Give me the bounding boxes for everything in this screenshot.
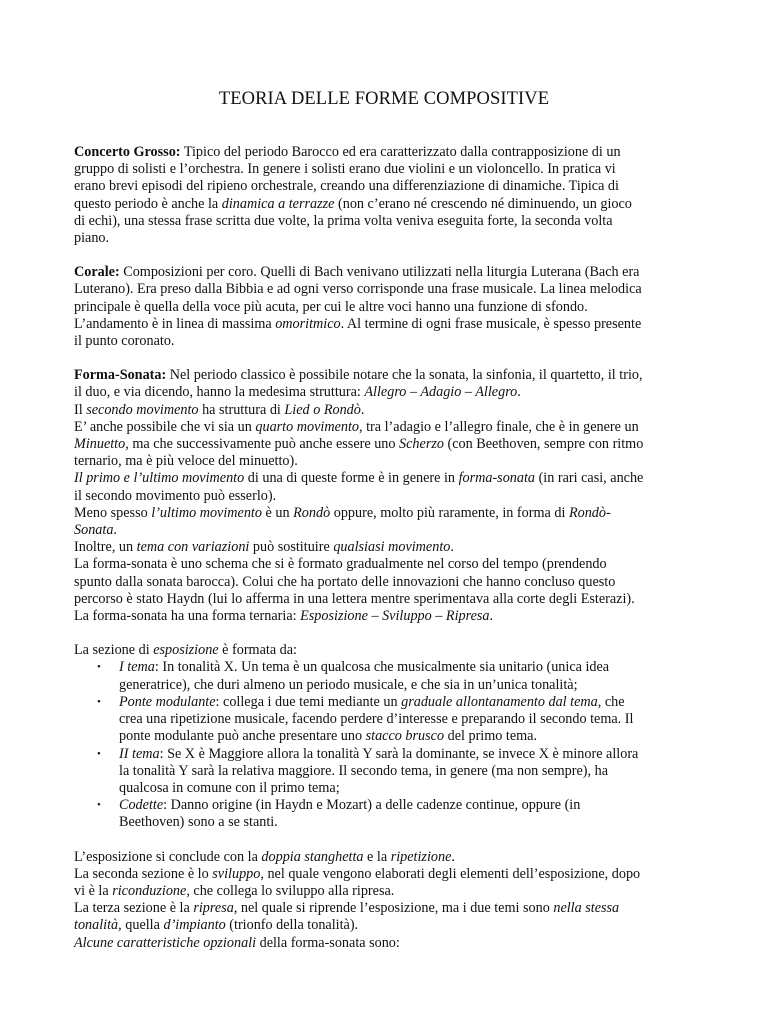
page-title: TEORIA DELLE FORME COMPOSITIVE	[218, 89, 550, 109]
heading-corale: Corale:	[74, 264, 120, 281]
list-item: • Ponte modulante: collega i due temi mediante un graduale allontanamento dal tema, che crea una ripetizione musicale, facendo perdere d’interesse e preparando il secondo tema. Il ponte modulante può anche presentare uno stacco brusco del primo tema.	[97, 693, 634, 745]
bullet-icon: •	[97, 799, 101, 812]
document-body	[74, 144, 704, 952]
paragraph-esposizione: La sezione di esposizione è formata da: • I tema: In tonalità X. Un tema è un qualcosa che musicalmente sia unitario (unica idea generatrice), che duri almeno un periodo musicale, e che sia in un’unica tonalità; • Ponte modulante: collega i due temi mediante un graduale allontanamento dal tema, che crea una ripetizione musicale, facendo perdere d’interesse e preparando il secondo tema. Il ponte modulante può anche presentare uno stacco brusco del primo tema. • II tema: Se X è Maggiore allora la tonalità Y sarà la dominante, se invece X è minore allora la tonalità Y sarà la relativa maggiore. Il secondo tema, in genere (ma non sempre), ha qualcosa in comune con il primo tema; • Codette: Danno origine (in Haydn e Mozart) a delle cadenze continue, oppure (in Beethoven) sono a se stanti.	[74, 642, 704, 831]
paragraph-corale: Corale: Composizioni per coro. Quelli di Bach venivano utilizzati nella liturgia Luterana (Bach era Luterano). Era preso dalla Bibbia e ad ogni verso corrisponde una frase musicale. La linea melodica principale è quella della voce più acuta, per cui le altre voci hanno una funzione di sfondo. L’andamento è in linea di massima omoritmico. Al termine di ogni frase musicale, è spesso presente il punto coronato.	[74, 264, 642, 350]
bullet-icon: •	[97, 747, 101, 760]
heading-forma-sonata: Forma-Sonata:	[74, 367, 167, 384]
list-item: • I tema: In tonalità X. Un tema è un qualcosa che musicalmente sia unitario (unica idea generatrice), che duri almeno un periodo musicale, e che sia in un’unica tonalità;	[97, 659, 610, 693]
paragraph-conclusione: L’esposizione si conclude con la doppia stanghetta e la ripetizione. La seconda sezione è lo sviluppo, nel quale vengono elaborati degli elementi dell’esposizione, dopo vi è la riconduzione, che collega lo sviluppo alla ripresa. La terza sezione è la ripresa, nel quale si riprende l’esposizione, ma i due temi sono nella stessa tonalità, quella d’impianto (trionfo della tonalità). Alcune caratteristiche opzionali della forma-sonata sono:	[74, 848, 641, 951]
paragraph-forma-sonata: Forma-Sonata: Nel periodo classico è possibile notare che la sonata, la sinfonia, il quartetto, il trio, il duo, e via dicendo, hanno la medesima struttura: Allegro – Adagio – Allegro. Il secondo movimento ha struttura di Lied o Rondò. E’ anche possibile che vi sia un quarto movimento, tra l’adagio e l’allegro finale, che è in genere un Minuetto, ma che successivamente può anche essere uno Scherzo (con Beethoven, sempre con ritmo ternario, ma è più veloce del minuetto). Il primo e l’ultimo movimento di una di queste forme è in genere in forma-sonata (in rari casi, anche il secondo movimento può esserlo). Meno spesso l’ultimo movimento è un Rondò oppure, molto più raramente, in forma di Rondò- Sonata. Inoltre, un tema con variazioni può sostituire qualsiasi movimento. La forma-sonata è uno schema che si è formato gradualmente nel corso del tempo (prendendo spunto dalla sonata barocca). Colui che ha portato delle innovazioni che hanno concluso questo percorso è stato Haydn (lui lo afferma in una lettera mentre sperimentava alla corte degli Esterazi). La forma-sonata ha una forma ternaria: Esposizione – Sviluppo – Ripresa.	[74, 367, 644, 625]
bullet-list	[74, 659, 704, 831]
bullet-icon: •	[97, 695, 101, 708]
bullet-icon: •	[97, 661, 101, 674]
list-item: • Codette: Danno origine (in Haydn e Mozart) a delle cadenze continue, oppure (in Beethoven) sono a se stanti.	[97, 797, 581, 831]
heading-concerto-grosso: Concerto Grosso:	[74, 144, 181, 160]
list-item: • II tema: Se X è Maggiore allora la tonalità Y sarà la dominante, se invece X è minore allora la tonalità Y sarà la relativa maggiore. Il secondo tema, in genere (ma non sempre), ha qualcosa in comune con il primo tema;	[97, 745, 639, 796]
paragraph-concerto-grosso: Concerto Grosso: Tipico del periodo Barocco ed era caratterizzato dalla contrapposizione di un gruppo di solisti e l’orchestra. In genere i solisti erano due violini e un violoncello. In pratica vi erano brevi episodi del ripieno orchestrale, creando una differenziazione di dinamiche. Tipica di questo periodo è anche la dinamica a terrazze (non c’erano né crescendo né diminuendo, un gioco di echi), una stessa frase scritta due volte, la prima volta veniva eseguita forte, la seconda volta piano.	[74, 144, 632, 247]
